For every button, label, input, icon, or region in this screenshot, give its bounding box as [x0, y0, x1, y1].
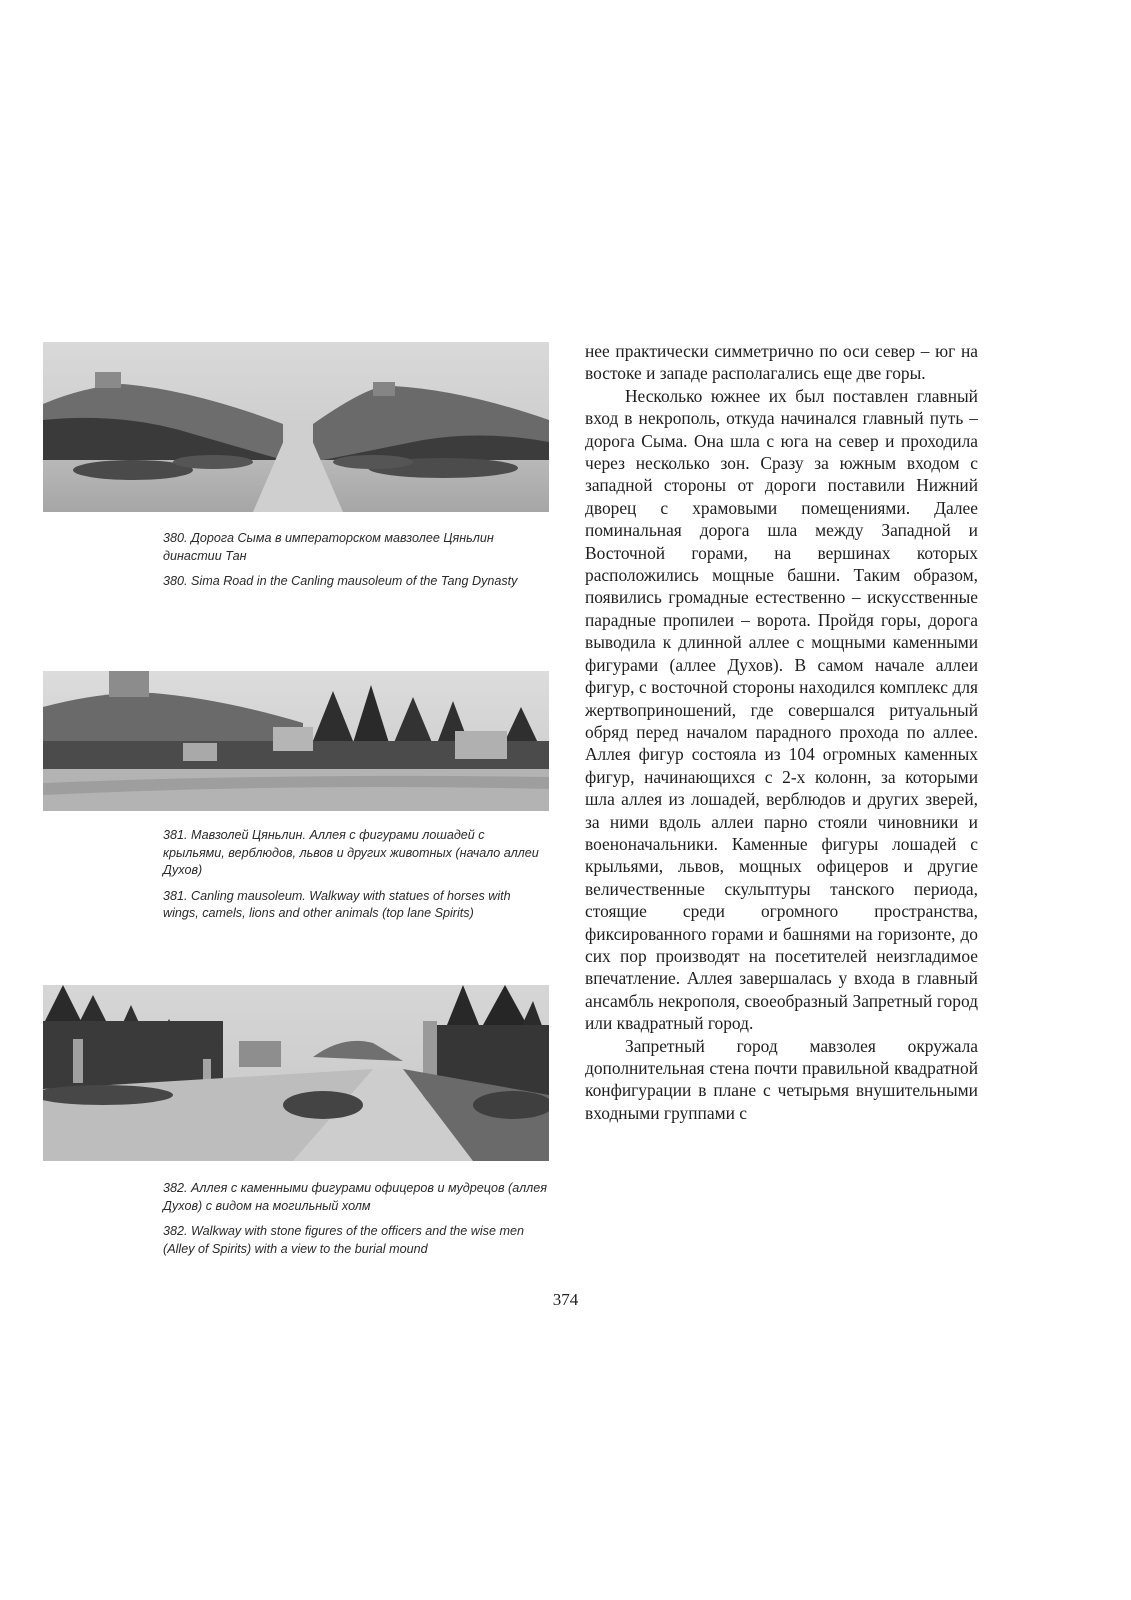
body-text-column [585, 340, 978, 1124]
page-number: 374 [552, 1290, 579, 1309]
caption-en: 382. Walkway with stone figures of the officers and the wise men (Alley of Spirits) with a view to the burial mound [163, 1224, 524, 1256]
figure-382-caption [163, 1180, 549, 1258]
body-paragraph: Несколько южнее их был поставлен главный вход в некрополь, откуда начинался главный путь – дорога Сыма. Она шла с юга на север и проходила через несколько зон. Сразу за южным входом с западной стороны от дороги поставили Нижний дворец с храмовыми помещениями. Далее поминальная дорога шла между Западной и Восточной горами, на вершинах которых расположились мощные башни. Таким образом, появились громадные естественно – искусственные парадные пропилеи – ворота. Пройдя горы, дорога выводила к длинной аллее с мощными каменными фигурами (аллее Духов). В самом начале аллеи фигур, с восточной стороны находился комплекс для жертвоприношений, где совершался ритуальный обряд перед началом парадного прохода по аллее. Аллея фигур состояла из 104 огромных каменных фигур, начинающихся с 2-х колонн, за которыми шла аллея из лошадей, верблюдов и других зверей, за ними вдоль аллеи парно стояли чиновники и военоначальники. Каменные фигуры лошадей с крыльями, львов, мощных офицеров и другие величественные скульптуры танского периода, стоящие среди огромного пространства, фиксированного горами и башнями на горизонте, до сих пор производят на посетителей неизгладимое впечатление. Аллея завершалась у входа в главный ансамбль некрополя, своеобразный Запретный город или квадратный город. [585, 385, 978, 1034]
photo-alley-of-spirits [43, 985, 549, 1161]
photo-animal-statues-walkway [43, 671, 549, 811]
figure-380-caption [163, 530, 549, 591]
photo-sima-road [43, 342, 549, 512]
caption-ru: 382. Аллея с каменными фигурами офицеров и мудрецов (аллея Духов) с видом на могильный холм [163, 1181, 548, 1213]
caption-ru: 381. Мавзолей Цяньлин. Аллея с фигурами лошадей с крыльями, верблюдов, львов и других животных (начало аллеи Духов) [163, 828, 539, 878]
caption-ru: 380. Дорога Сыма в императорском мавзолее Цяньлин династии Тан [163, 531, 494, 563]
body-paragraph: нее практически симметрично по оси север – юг на востоке и западе располагались еще две горы. [585, 341, 978, 384]
caption-en: 380. Sima Road in the Canling mausoleum of the Tang Dynasty [163, 574, 518, 589]
body-paragraph: Запретный город мавзолея окружала дополнительная стена почти правильной квадратной конфигурации в плане с четырьмя внушительными входными группами с [585, 1035, 978, 1123]
figure-381-caption [163, 827, 549, 923]
caption-en: 381. Canling mausoleum. Walkway with statues of horses with wings, camels, lions and other animals (top lane Spirits) [163, 888, 511, 921]
